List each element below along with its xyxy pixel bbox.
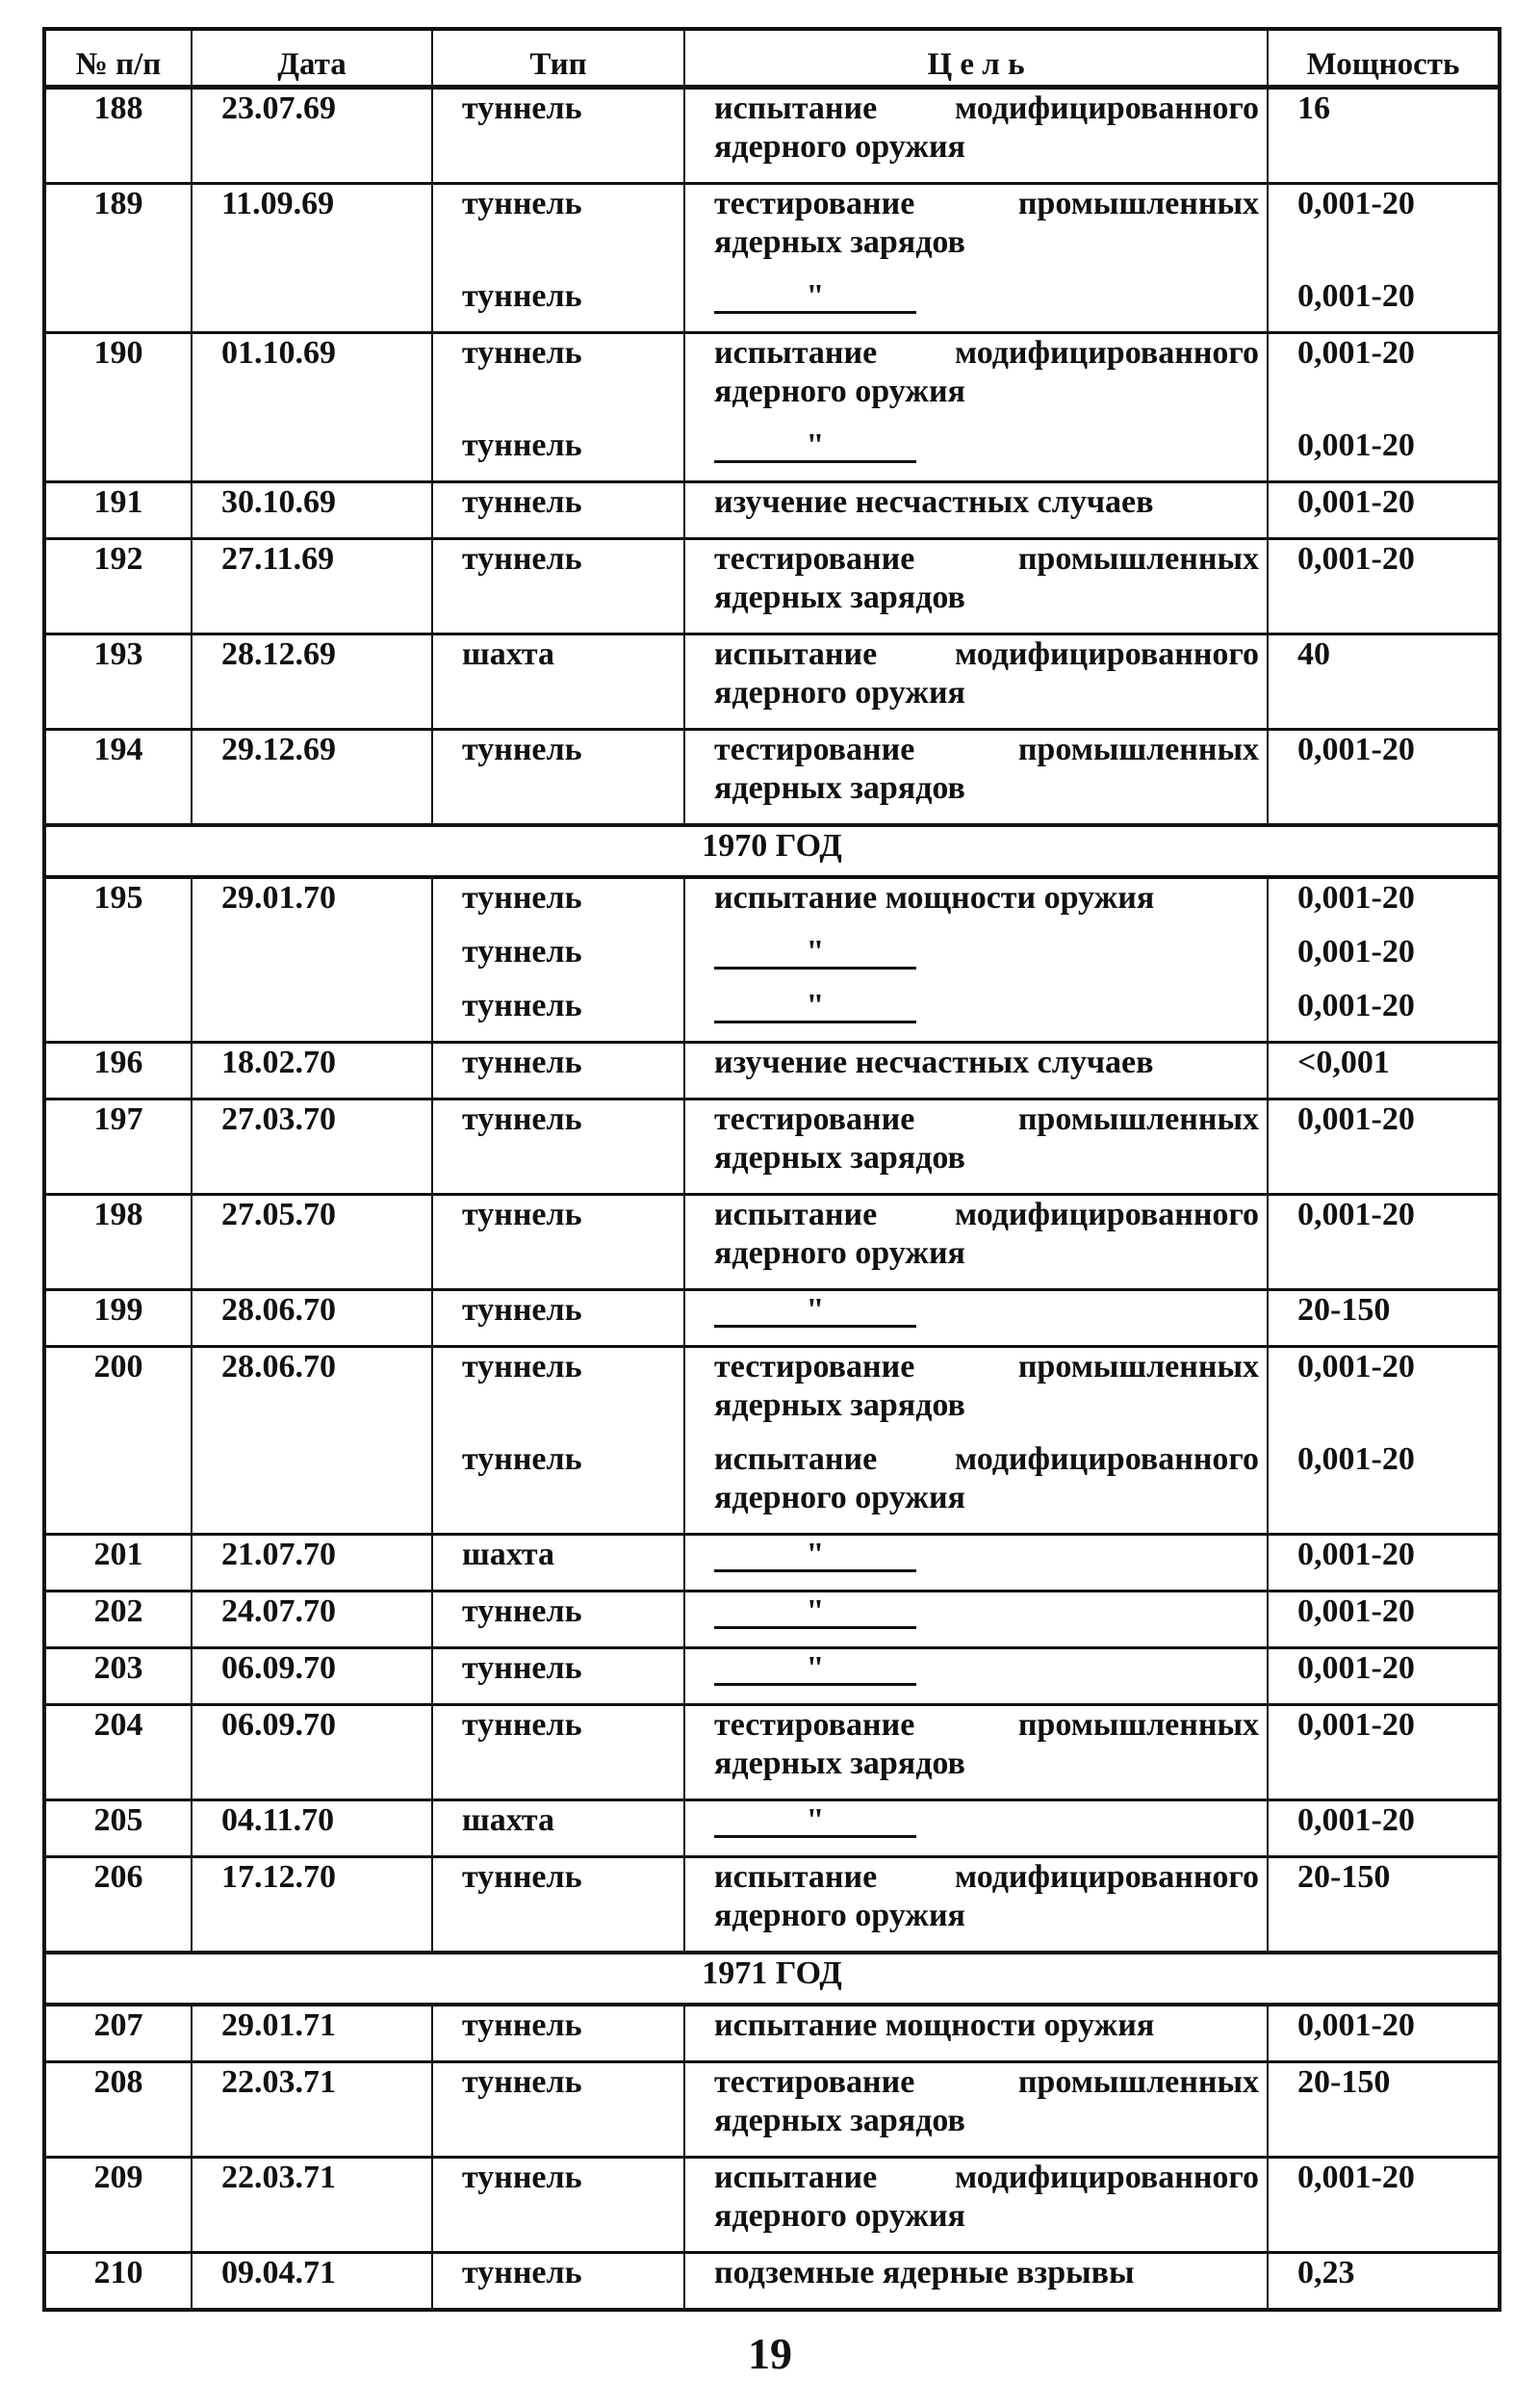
row-goal: тестирование промышленных ядерных зарядов (684, 1100, 1268, 1195)
row-goal: тестирование промышленных ядерных зарядов (684, 1347, 1268, 1441)
row-power: 0,001-20 (1268, 2005, 1500, 2062)
row-power: 0,001-20 (1268, 1440, 1500, 1535)
row-type: туннель (432, 2253, 684, 2311)
row-power: 0,001-20 (1268, 277, 1500, 333)
row-number: 189 (44, 184, 192, 278)
row-goal: тестирование промышленных ядерных зарядов (684, 2062, 1268, 2158)
row-number: 203 (44, 1648, 192, 1705)
row-type: туннель (432, 933, 684, 987)
row-type: туннель (432, 1648, 684, 1705)
row-number (44, 987, 192, 1043)
row-type: туннель (432, 277, 684, 333)
row-goal: испытание модифицированного ядерного оружия (684, 88, 1268, 184)
row-goal: тестирование промышленных ядерных зарядов (684, 184, 1268, 278)
row-date (192, 427, 432, 482)
row-goal (684, 933, 1268, 987)
row-number (44, 427, 192, 482)
table-row (44, 1592, 1500, 1648)
table-header-row (44, 29, 1500, 88)
row-number: 200 (44, 1347, 192, 1441)
table-row (44, 427, 1500, 482)
row-date: 06.09.70 (192, 1705, 432, 1800)
row-goal: испытание модифицированного ядерного оружия (684, 2158, 1268, 2253)
ditto-mark: " (714, 1654, 916, 1686)
row-number: 210 (44, 2253, 192, 2311)
row-date: 17.12.70 (192, 1857, 432, 1954)
row-power: 20-150 (1268, 1857, 1500, 1954)
table-row (44, 730, 1500, 826)
table-row (44, 1290, 1500, 1347)
ditto-mark: " (714, 282, 916, 314)
row-date (192, 987, 432, 1043)
ditto-mark: " (714, 1806, 916, 1838)
row-type: туннель (432, 539, 684, 634)
row-date: 11.09.69 (192, 184, 432, 278)
row-type: туннель (432, 184, 684, 278)
table-row (44, 1857, 1500, 1954)
table-row (44, 184, 1500, 278)
row-goal: испытание модифицированного ядерного оружия (684, 634, 1268, 730)
row-type: туннель (432, 2158, 684, 2253)
row-date: 24.07.70 (192, 1592, 432, 1648)
row-number: 190 (44, 333, 192, 427)
row-date: 27.03.70 (192, 1100, 432, 1195)
row-number: 195 (44, 877, 192, 933)
row-power: 0,001-20 (1268, 877, 1500, 933)
row-number (44, 1440, 192, 1535)
row-power: 0,001-20 (1268, 1347, 1500, 1441)
row-date: 21.07.70 (192, 1535, 432, 1592)
row-date: 06.09.70 (192, 1648, 432, 1705)
row-date: 01.10.69 (192, 333, 432, 427)
row-goal: тестирование промышленных ядерных зарядов (684, 539, 1268, 634)
row-date: 04.11.70 (192, 1800, 432, 1857)
row-power: 0,001-20 (1268, 1705, 1500, 1800)
ditto-mark: " (714, 1296, 916, 1328)
row-power: 0,001-20 (1268, 1195, 1500, 1290)
table-row (44, 1043, 1500, 1100)
row-number: 197 (44, 1100, 192, 1195)
row-goal: изучение несчастных случаев (684, 1043, 1268, 1100)
row-number: 207 (44, 2005, 192, 2062)
year-heading: 1970 ГОД (44, 825, 1500, 877)
row-power: 0,001-20 (1268, 1100, 1500, 1195)
row-power: 0,001-20 (1268, 1648, 1500, 1705)
row-type: туннель (432, 427, 684, 482)
row-type: туннель (432, 1857, 684, 1954)
table-row (44, 987, 1500, 1043)
ditto-mark: " (714, 938, 916, 970)
test-table (42, 27, 1502, 2312)
row-goal (684, 277, 1268, 333)
row-power: 0,001-20 (1268, 1535, 1500, 1592)
row-date: 27.11.69 (192, 539, 432, 634)
row-number (44, 933, 192, 987)
row-number: 208 (44, 2062, 192, 2158)
row-number: 206 (44, 1857, 192, 1954)
row-number: 204 (44, 1705, 192, 1800)
row-date: 28.06.70 (192, 1290, 432, 1347)
row-date: 30.10.69 (192, 482, 432, 539)
row-type: туннель (432, 1290, 684, 1347)
table-row (44, 1100, 1500, 1195)
header-type: Тип (432, 29, 684, 88)
row-type: туннель (432, 1347, 684, 1441)
row-power: 0,001-20 (1268, 427, 1500, 482)
row-type: туннель (432, 2062, 684, 2158)
row-date (192, 1440, 432, 1535)
year-heading: 1971 ГОД (44, 1953, 1500, 2005)
row-goal (684, 987, 1268, 1043)
table-body (44, 88, 1500, 2311)
row-goal (684, 1800, 1268, 1857)
row-type: туннель (432, 88, 684, 184)
table-row (44, 277, 1500, 333)
table-row (44, 539, 1500, 634)
table-row (44, 877, 1500, 933)
row-power: 0,001-20 (1268, 2158, 1500, 2253)
row-goal (684, 1535, 1268, 1592)
table-row (44, 333, 1500, 427)
row-goal: тестирование промышленных ядерных зарядов (684, 730, 1268, 826)
row-power: 0,001-20 (1268, 1800, 1500, 1857)
ditto-mark: " (714, 1597, 916, 1629)
row-goal (684, 1290, 1268, 1347)
table-row (44, 1535, 1500, 1592)
row-power: 16 (1268, 88, 1500, 184)
row-number: 188 (44, 88, 192, 184)
row-type: шахта (432, 1800, 684, 1857)
row-goal: подземные ядерные взрывы (684, 2253, 1268, 2311)
row-number: 205 (44, 1800, 192, 1857)
row-date: 29.01.70 (192, 877, 432, 933)
row-type: туннель (432, 1100, 684, 1195)
row-date: 29.01.71 (192, 2005, 432, 2062)
table-row (44, 482, 1500, 539)
table-row (44, 2062, 1500, 2158)
row-power: 0,001-20 (1268, 539, 1500, 634)
row-goal (684, 1648, 1268, 1705)
row-number: 199 (44, 1290, 192, 1347)
row-power: 0,001-20 (1268, 933, 1500, 987)
row-number (44, 277, 192, 333)
header-power: Мощность (1268, 29, 1500, 88)
row-type: туннель (432, 1195, 684, 1290)
table-row (44, 634, 1500, 730)
row-number: 192 (44, 539, 192, 634)
row-power: 0,001-20 (1268, 184, 1500, 278)
row-date: 18.02.70 (192, 1043, 432, 1100)
row-number: 201 (44, 1535, 192, 1592)
row-goal: тестирование промышленных ядерных зарядов (684, 1705, 1268, 1800)
row-type: туннель (432, 987, 684, 1043)
header-date: Дата (192, 29, 432, 88)
header-goal: Ц е л ь (684, 29, 1268, 88)
row-goal: испытание мощности оружия (684, 2005, 1268, 2062)
row-number: 198 (44, 1195, 192, 1290)
row-type: туннель (432, 877, 684, 933)
row-goal: испытание модифицированного ядерного оружия (684, 1440, 1268, 1535)
row-type: шахта (432, 1535, 684, 1592)
table-row (44, 1440, 1500, 1535)
row-goal: испытание модифицированного ядерного оружия (684, 1195, 1268, 1290)
row-power: 0,001-20 (1268, 730, 1500, 826)
header-num: № п/п (44, 29, 192, 88)
row-date: 28.06.70 (192, 1347, 432, 1441)
table-row (44, 2253, 1500, 2311)
row-number: 194 (44, 730, 192, 826)
table-row (44, 2158, 1500, 2253)
row-goal: испытание модифицированного ядерного оружия (684, 333, 1268, 427)
row-goal (684, 427, 1268, 482)
row-date: 28.12.69 (192, 634, 432, 730)
row-goal (684, 1592, 1268, 1648)
row-type: туннель (432, 1705, 684, 1800)
ditto-mark: " (714, 431, 916, 463)
row-number: 191 (44, 482, 192, 539)
row-power: 0,001-20 (1268, 482, 1500, 539)
row-date (192, 933, 432, 987)
row-type: туннель (432, 482, 684, 539)
table-row (44, 1705, 1500, 1800)
year-divider-row (44, 825, 1500, 877)
row-power: <0,001 (1268, 1043, 1500, 1100)
table-row (44, 2005, 1500, 2062)
table-row (44, 1648, 1500, 1705)
row-date: 22.03.71 (192, 2062, 432, 2158)
row-date: 22.03.71 (192, 2158, 432, 2253)
row-number: 193 (44, 634, 192, 730)
row-type: туннель (432, 1592, 684, 1648)
row-goal: изучение несчастных случаев (684, 482, 1268, 539)
row-date: 29.12.69 (192, 730, 432, 826)
table-row (44, 1800, 1500, 1857)
ditto-mark: " (714, 992, 916, 1023)
row-power: 0,001-20 (1268, 987, 1500, 1043)
row-type: шахта (432, 634, 684, 730)
table-row (44, 1347, 1500, 1441)
row-date: 27.05.70 (192, 1195, 432, 1290)
row-date: 23.07.69 (192, 88, 432, 184)
row-power: 0,001-20 (1268, 333, 1500, 427)
row-type: туннель (432, 333, 684, 427)
row-type: туннель (432, 2005, 684, 2062)
row-number: 209 (44, 2158, 192, 2253)
row-power: 0,001-20 (1268, 1592, 1500, 1648)
row-date: 09.04.71 (192, 2253, 432, 2311)
row-power: 0,23 (1268, 2253, 1500, 2311)
row-power: 40 (1268, 634, 1500, 730)
row-goal: испытание модифицированного ядерного оружия (684, 1857, 1268, 1954)
table-row (44, 88, 1500, 184)
table-row (44, 1195, 1500, 1290)
table-row (44, 933, 1500, 987)
row-type: туннель (432, 1043, 684, 1100)
page-number: 19 (748, 2329, 792, 2378)
row-power: 20-150 (1268, 2062, 1500, 2158)
year-divider-row (44, 1953, 1500, 2005)
row-type: туннель (432, 730, 684, 826)
row-goal: испытание мощности оружия (684, 877, 1268, 933)
row-type: туннель (432, 1440, 684, 1535)
row-power: 20-150 (1268, 1290, 1500, 1347)
row-number: 196 (44, 1043, 192, 1100)
row-number: 202 (44, 1592, 192, 1648)
ditto-mark: " (714, 1540, 916, 1572)
row-date (192, 277, 432, 333)
